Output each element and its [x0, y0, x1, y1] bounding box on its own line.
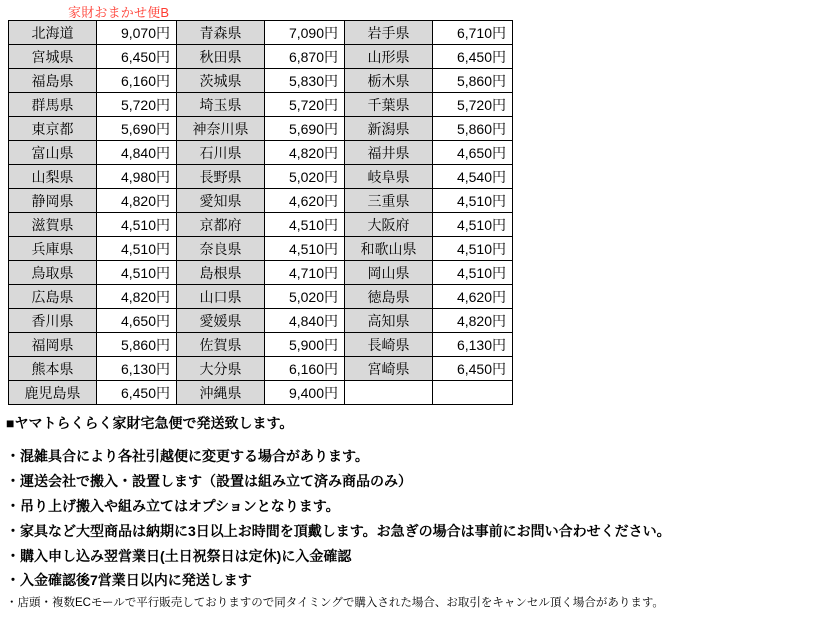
table-row — [9, 285, 513, 309]
prefecture-cell: 佐賀県 — [177, 333, 265, 357]
price-cell: 6,450円 — [433, 45, 513, 69]
prefecture-cell: 栃木県 — [345, 69, 433, 93]
prefecture-cell: 神奈川県 — [177, 117, 265, 141]
price-cell: 5,860円 — [433, 69, 513, 93]
prefecture-cell: 福岡県 — [9, 333, 97, 357]
price-cell: 6,450円 — [97, 45, 177, 69]
prefecture-cell: 秋田県 — [177, 45, 265, 69]
price-cell: 4,820円 — [97, 285, 177, 309]
shipping-fee-table — [8, 20, 513, 405]
price-cell: 6,130円 — [97, 357, 177, 381]
prefecture-cell: 長野県 — [177, 165, 265, 189]
prefecture-cell: 愛知県 — [177, 189, 265, 213]
prefecture-cell: 山口県 — [177, 285, 265, 309]
prefecture-cell: 北海道 — [9, 21, 97, 45]
price-cell: 4,510円 — [433, 261, 513, 285]
price-cell: 6,160円 — [265, 357, 345, 381]
prefecture-cell: 香川県 — [9, 309, 97, 333]
price-cell: 4,820円 — [433, 309, 513, 333]
table-row — [9, 117, 513, 141]
price-cell: 4,650円 — [433, 141, 513, 165]
price-cell: 6,450円 — [97, 381, 177, 405]
notes-list — [6, 447, 812, 590]
table-row — [9, 357, 513, 381]
price-cell: 4,510円 — [97, 237, 177, 261]
price-cell: 6,130円 — [433, 333, 513, 357]
price-cell: 5,860円 — [433, 117, 513, 141]
table-row — [9, 381, 513, 405]
price-cell: 4,510円 — [97, 261, 177, 285]
prefecture-cell: 茨城県 — [177, 69, 265, 93]
price-cell: 4,820円 — [97, 189, 177, 213]
prefecture-cell: 兵庫県 — [9, 237, 97, 261]
prefecture-cell: 徳島県 — [345, 285, 433, 309]
price-cell: 5,690円 — [97, 117, 177, 141]
price-cell: 6,450円 — [433, 357, 513, 381]
price-cell: 4,510円 — [265, 213, 345, 237]
prefecture-cell: 石川県 — [177, 141, 265, 165]
price-cell: 4,510円 — [433, 213, 513, 237]
table-row — [9, 21, 513, 45]
prefecture-cell: 島根県 — [177, 261, 265, 285]
empty-cell — [345, 381, 433, 405]
price-cell: 4,710円 — [265, 261, 345, 285]
prefecture-cell: 高知県 — [345, 309, 433, 333]
note-line: ・吊り上げ搬入や組み立てはオプションとなります。 — [6, 497, 340, 514]
price-cell: 4,650円 — [97, 309, 177, 333]
price-cell: 4,510円 — [433, 237, 513, 261]
prefecture-cell: 熊本県 — [9, 357, 97, 381]
price-cell: 5,830円 — [265, 69, 345, 93]
prefecture-cell: 滋賀県 — [9, 213, 97, 237]
note-line: ・入金確認後7営業日以内に発送します — [6, 572, 252, 589]
prefecture-cell: 新潟県 — [345, 117, 433, 141]
table-row — [9, 45, 513, 69]
prefecture-cell: 千葉県 — [345, 93, 433, 117]
price-cell: 4,980円 — [97, 165, 177, 189]
table-row — [9, 333, 513, 357]
prefecture-cell: 東京都 — [9, 117, 97, 141]
prefecture-cell: 青森県 — [177, 21, 265, 45]
price-cell: 9,070円 — [97, 21, 177, 45]
price-cell: 6,870円 — [265, 45, 345, 69]
table-row — [9, 237, 513, 261]
prefecture-cell: 埼玉県 — [177, 93, 265, 117]
price-cell: 5,720円 — [433, 93, 513, 117]
prefecture-cell: 福島県 — [9, 69, 97, 93]
table-body — [9, 21, 513, 405]
prefecture-cell: 福井県 — [345, 141, 433, 165]
price-cell: 7,090円 — [265, 21, 345, 45]
prefecture-cell: 宮城県 — [9, 45, 97, 69]
prefecture-cell: 和歌山県 — [345, 237, 433, 261]
table-row — [9, 93, 513, 117]
prefecture-cell: 宮崎県 — [345, 357, 433, 381]
price-cell: 5,020円 — [265, 165, 345, 189]
prefecture-cell: 奈良県 — [177, 237, 265, 261]
prefecture-cell: 岡山県 — [345, 261, 433, 285]
prefecture-cell: 大分県 — [177, 357, 265, 381]
price-cell: 4,510円 — [265, 237, 345, 261]
price-cell: 6,710円 — [433, 21, 513, 45]
price-cell: 5,020円 — [265, 285, 345, 309]
note-line: ・購入申し込み翌営業日(土日祝祭日は定休)に入金確認 — [6, 547, 352, 564]
price-cell: 6,160円 — [97, 69, 177, 93]
price-cell: 4,510円 — [97, 213, 177, 237]
table-row — [9, 309, 513, 333]
price-cell: 4,620円 — [433, 285, 513, 309]
price-cell: 4,820円 — [265, 141, 345, 165]
notes-section — [6, 413, 812, 618]
price-cell: 4,540円 — [433, 165, 513, 189]
prefecture-cell: 岐阜県 — [345, 165, 433, 189]
price-cell: 5,690円 — [265, 117, 345, 141]
page-title: 家財おまかせ便B — [68, 5, 170, 20]
note-line: ・運送会社で搬入・設置します（設置は組み立て済み商品のみ） — [6, 472, 412, 489]
notes-heading: ■ヤマトらくらく家財宅急便で発送致します。 — [6, 415, 294, 431]
price-cell: 5,720円 — [97, 93, 177, 117]
price-cell: 9,400円 — [265, 381, 345, 405]
prefecture-cell: 富山県 — [9, 141, 97, 165]
note-line: ・家具など大型商品は納期に3日以上お時間を頂戴します。お急ぎの場合は事前にお問い合わせください。 — [6, 522, 671, 539]
prefecture-cell: 三重県 — [345, 189, 433, 213]
prefecture-cell: 群馬県 — [9, 93, 97, 117]
prefecture-cell: 鹿児島県 — [9, 381, 97, 405]
empty-cell — [433, 381, 513, 405]
prefecture-cell: 広島県 — [9, 285, 97, 309]
table-row — [9, 261, 513, 285]
prefecture-cell: 大阪府 — [345, 213, 433, 237]
table-row — [9, 141, 513, 165]
price-cell: 4,510円 — [433, 189, 513, 213]
table-row — [9, 165, 513, 189]
prefecture-cell: 山梨県 — [9, 165, 97, 189]
prefecture-cell: 沖縄県 — [177, 381, 265, 405]
prefecture-cell: 京都府 — [177, 213, 265, 237]
notes-fine-print: ・店頭・複数ECモールで平行販売しておりますので同タイミングで購入された場合、お取引をキャンセル頂く場合があります。 — [6, 597, 664, 610]
price-cell: 4,840円 — [265, 309, 345, 333]
price-cell: 4,840円 — [97, 141, 177, 165]
prefecture-cell: 愛媛県 — [177, 309, 265, 333]
prefecture-cell: 岩手県 — [345, 21, 433, 45]
prefecture-cell: 鳥取県 — [9, 261, 97, 285]
table-row — [9, 69, 513, 93]
table-row — [9, 189, 513, 213]
price-cell: 4,620円 — [265, 189, 345, 213]
price-cell: 5,720円 — [265, 93, 345, 117]
prefecture-cell: 静岡県 — [9, 189, 97, 213]
price-cell: 5,860円 — [97, 333, 177, 357]
note-line: ・混雑具合により各社引越便に変更する場合があります。 — [6, 448, 369, 464]
table-row — [9, 213, 513, 237]
price-cell: 5,900円 — [265, 333, 345, 357]
prefecture-cell: 山形県 — [345, 45, 433, 69]
prefecture-cell: 長崎県 — [345, 333, 433, 357]
